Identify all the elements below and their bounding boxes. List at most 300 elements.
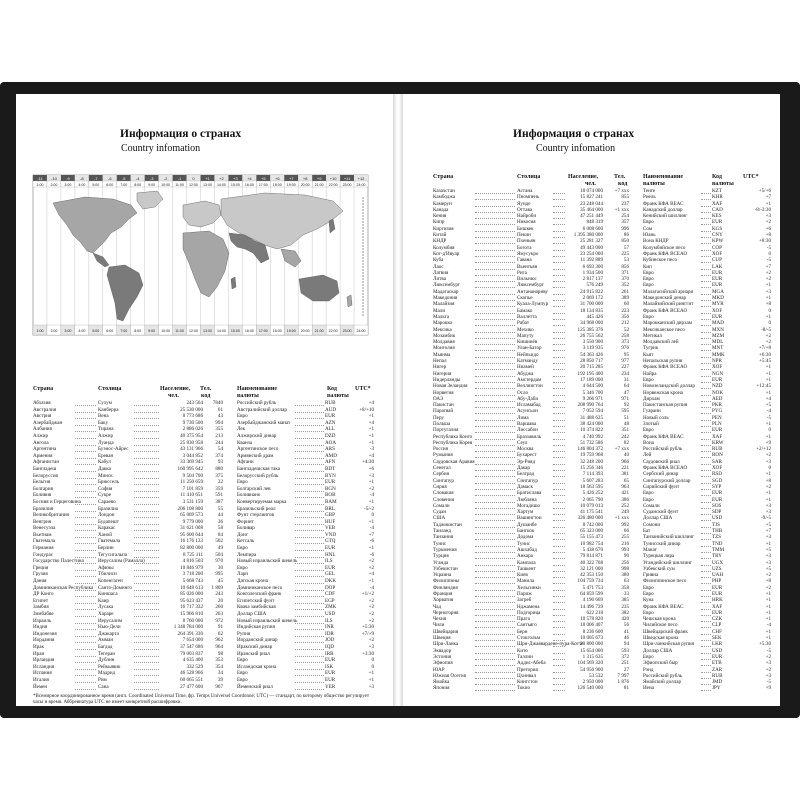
currency-cell: Ямайский доллар xyxy=(643,679,681,686)
utc-cell: +9 xyxy=(765,439,771,446)
capital-cell: Дакка xyxy=(98,465,111,472)
country-cell: ДР Конго xyxy=(33,591,54,598)
utc-offset-label: +11 xyxy=(343,175,351,181)
code-cell: MAD xyxy=(712,320,724,327)
utc-offset-label: +2 xyxy=(219,175,224,181)
country-cell: Мали xyxy=(433,307,446,314)
capital-cell: Тбилиси xyxy=(98,571,117,578)
capital-cell: Афины xyxy=(98,564,114,571)
utc-cell: +1 xyxy=(765,609,771,616)
utc-cell: +2 xyxy=(765,584,771,591)
phone-cell: 850 xyxy=(621,238,629,245)
phone-cell: 7840 xyxy=(212,400,223,406)
population-cell: 54 956 900 xyxy=(580,666,603,673)
utc-cell: +1 xyxy=(765,496,771,503)
capital-cell: Брюссель xyxy=(98,479,119,486)
utc-cell: +6 xyxy=(765,225,771,232)
population-cell: 4 816 503 xyxy=(182,558,203,565)
capital-cell: Нейпьидо xyxy=(517,351,539,358)
country-cell: Исландия xyxy=(33,663,55,670)
utc-cell: +12:45 xyxy=(756,383,771,390)
capital-cell: Исламабад xyxy=(517,402,541,409)
left-header-currency-2: валюты xyxy=(237,393,259,399)
currency-cell: Швейцарский франк xyxy=(643,628,688,635)
currency-cell: Кетсаль xyxy=(237,538,255,545)
code-cell: SOS xyxy=(712,502,722,509)
table-row xyxy=(33,400,375,407)
new-zealand-shape xyxy=(347,295,352,307)
capital-cell: Иерусалим (Рамалла) xyxy=(98,558,145,565)
currency-cell: Алжирский динар xyxy=(237,432,277,439)
country-cell: Абхазия xyxy=(33,400,51,406)
currency-cell: Бат xyxy=(643,528,651,535)
code-cell: VEB xyxy=(325,525,336,532)
phone-cell: 225 xyxy=(621,250,629,257)
table-row xyxy=(33,532,375,539)
zone-time-label: 15:00 xyxy=(230,182,240,187)
capital-cell: Додома xyxy=(517,534,534,541)
phone-cell: 94 xyxy=(623,641,629,648)
currency-cell: Норвежская крона xyxy=(643,389,683,396)
utc-cell: -4 xyxy=(369,492,374,499)
utc-cell: +3 xyxy=(765,288,771,295)
population-cell: 10 079 013 xyxy=(580,502,603,509)
country-cell: Гондурас xyxy=(33,551,53,558)
table-row xyxy=(33,585,375,592)
population-cell: 25 530 000 xyxy=(180,406,203,413)
currency-cell: Сом xyxy=(643,225,653,232)
phone-cell: 61 xyxy=(217,406,223,413)
code-cell: TMM xyxy=(712,546,725,553)
country-cell: Марокко xyxy=(433,320,453,327)
currency-cell: Доллар США xyxy=(237,611,267,617)
population-cell: 7 101 859 xyxy=(182,485,203,492)
country-cell: Армения xyxy=(33,452,53,459)
code-cell: PEN xyxy=(712,414,722,421)
country-cell: Австралия xyxy=(33,406,57,413)
population-cell: 5 438 670 xyxy=(582,546,603,553)
phone-cell: 354 xyxy=(215,663,223,670)
code-cell: MYR xyxy=(712,301,724,308)
phone-cell: 374 xyxy=(215,452,223,459)
utc-cell: -4 xyxy=(766,622,771,629)
capital-cell: Браззавиль xyxy=(517,433,542,440)
country-cell: Норвегия xyxy=(433,389,454,396)
currency-cell: Евро xyxy=(643,609,654,616)
country-cell: Тунис xyxy=(433,540,447,547)
phone-cell: 90 xyxy=(623,553,629,560)
code-cell: BGN xyxy=(325,485,336,492)
code-cell: GBP xyxy=(325,512,335,519)
population-cell: 15 827 241 xyxy=(580,194,603,201)
utc-offset-label: 0 xyxy=(192,175,195,181)
country-cell: Саудовская Аравия xyxy=(433,458,475,465)
utc-cell: 0 xyxy=(768,307,771,314)
phone-cell: 254 xyxy=(621,213,629,220)
population-cell: 34 968 000 xyxy=(580,320,603,327)
capital-cell: Асунсьон xyxy=(517,408,538,415)
capital-cell: Астана xyxy=(517,188,533,194)
phone-cell: 41 xyxy=(623,628,629,635)
utc-cell: +1 xyxy=(765,597,771,604)
country-cell: Мексика xyxy=(433,326,452,333)
population-cell: 20 715 285 xyxy=(580,364,603,371)
utc-offset-label: +9 xyxy=(316,175,322,181)
capital-cell: Ямусукро xyxy=(517,250,539,257)
country-cell: Македония xyxy=(433,295,458,302)
population-cell: 1 315 635 xyxy=(582,653,603,660)
currency-cell: Конголезский франк xyxy=(237,591,282,598)
currency-cell: Евро xyxy=(643,269,654,276)
capital-cell: Минск xyxy=(98,472,113,479)
currency-cell: Кенийский шиллинг xyxy=(643,213,688,220)
population-cell: 60 665 551 xyxy=(180,676,203,683)
capital-cell: Будапешт xyxy=(98,518,119,525)
phone-cell: 43 xyxy=(217,413,223,420)
population-cell: 33 369 945 xyxy=(180,459,203,466)
capital-cell: Тегеран xyxy=(98,650,115,657)
country-cell: Гватемала xyxy=(33,538,56,545)
population-cell: 95 600 644 xyxy=(180,531,203,538)
capital-cell: Ханой xyxy=(98,531,112,538)
code-cell: EUR xyxy=(712,282,723,289)
utc-cell: -8/-3:30 xyxy=(754,206,771,213)
phone-cell: 244 xyxy=(215,439,223,446)
country-cell: Франция xyxy=(433,591,453,597)
utc-cell: +1 xyxy=(765,603,771,610)
code-cell: GTQ xyxy=(325,538,336,545)
phone-cell: 963 xyxy=(621,483,629,490)
code-cell: PKR xyxy=(712,402,722,409)
utc-cell: +2 xyxy=(368,485,374,492)
utc-cell: +4 xyxy=(368,419,374,426)
currency-cell: Турецкая лира xyxy=(643,553,675,560)
phone-cell: 40 xyxy=(623,452,629,459)
currency-cell: Российский рубль xyxy=(643,446,683,453)
utc-cell: +2 xyxy=(765,483,771,490)
table-row xyxy=(33,677,375,684)
table-row xyxy=(33,552,375,559)
currency-cell: Аргентинское песо xyxy=(237,446,279,453)
capital-cell: Алжир xyxy=(98,432,114,439)
left-country-table xyxy=(33,400,375,692)
utc-cell: +2 xyxy=(765,269,771,276)
currency-cell: Чилийское песо xyxy=(643,622,678,629)
population-cell: 5 607 283 xyxy=(582,477,603,484)
currency-cell: Белорусский рубль xyxy=(237,472,279,479)
phone-cell: 1 876 xyxy=(617,679,629,686)
code-cell: XOF xyxy=(712,364,723,371)
country-cell: Эстония xyxy=(433,653,452,660)
utc-offset-label: +8 xyxy=(302,175,308,181)
utc-cell: -9/-5 xyxy=(761,515,771,522)
currency-cell: Евро xyxy=(237,670,248,677)
zone-time-label: 20:00 xyxy=(300,329,310,333)
currency-cell: Новый израильский шекель xyxy=(237,558,298,565)
utc-cell: -8/-5 xyxy=(761,326,771,333)
phone-cell: 976 xyxy=(621,345,629,352)
currency-cell: Евро xyxy=(643,490,654,497)
code-cell: AMD xyxy=(325,452,337,459)
population-cell: 18 074 000 xyxy=(580,188,603,194)
currency-cell: Чешская крона xyxy=(643,616,676,623)
phone-cell: 502 xyxy=(215,538,223,545)
currency-cell: Манат xyxy=(643,546,657,553)
population-cell: 206 108 800 xyxy=(177,505,203,512)
country-cell: Таджикистан xyxy=(433,521,462,528)
zone-time-label: 20:00 xyxy=(300,182,310,187)
code-cell: COP xyxy=(712,244,722,251)
right-header-currency-2: валюты xyxy=(643,181,665,187)
code-cell: KHR xyxy=(712,194,723,201)
country-cell: Германия xyxy=(33,545,54,552)
phone-cell: 31 xyxy=(623,376,629,383)
currency-cell: Дирхам xyxy=(643,395,660,402)
code-cell: AFN xyxy=(325,459,336,466)
phone-cell: 382 xyxy=(621,609,629,616)
zone-time-label: 21:00 xyxy=(314,182,324,187)
currency-cell: Метикал xyxy=(643,332,662,339)
capital-cell: Лусака xyxy=(98,604,114,611)
code-cell: ZMK xyxy=(325,604,337,611)
country-cell: Китай xyxy=(433,232,447,239)
phone-cell: 98 xyxy=(217,650,223,657)
currency-cell: Риель xyxy=(643,194,656,201)
country-cell: Россия xyxy=(433,446,448,453)
phone-cell: 351 xyxy=(621,427,629,434)
currency-cell: Квача замбийская xyxy=(237,604,276,611)
utc-cell: +3 xyxy=(765,502,771,509)
phone-cell: 223 xyxy=(621,307,629,314)
population-cell: 3 550 900 xyxy=(582,339,603,346)
utc-offset-label: -4 xyxy=(135,175,140,181)
population-cell: 146 804 372 xyxy=(577,446,603,453)
capital-cell: Антананариву xyxy=(517,288,548,295)
capital-cell: Копенгаген xyxy=(98,578,123,585)
code-cell: TZS xyxy=(712,534,722,541)
capital-cell: Сана xyxy=(98,683,109,690)
utc-cell: +1 xyxy=(368,413,374,420)
code-cell: HUF xyxy=(325,518,336,525)
country-cell: Польша xyxy=(433,420,451,427)
capital-cell: Бамако xyxy=(517,307,533,314)
code-cell: RUB xyxy=(712,446,723,453)
utc-cell: +8 xyxy=(765,301,771,308)
country-cell: Индия xyxy=(33,624,48,631)
code-cell: EUR xyxy=(712,313,723,320)
utc-cell: +1 xyxy=(765,376,771,383)
population-cell: 3 718 200 xyxy=(182,571,203,578)
population-cell: 445 426 xyxy=(586,313,603,320)
country-cell: Египет xyxy=(33,597,49,604)
phone-cell: 595 xyxy=(621,408,629,415)
utc-cell: +7 xyxy=(765,194,771,201)
zone-time-label: 10:00 xyxy=(161,182,171,187)
country-cell: Ямайка xyxy=(433,679,450,686)
country-cell: Камерун xyxy=(433,200,452,207)
country-cell: Венесуэла xyxy=(33,525,56,532)
table-row xyxy=(433,685,773,691)
currency-cell: Евро xyxy=(237,413,248,420)
utc-cell: +3 xyxy=(765,534,771,541)
zone-time-label: 2:00 xyxy=(50,329,58,333)
currency-cell: Новый израильский шекель xyxy=(237,617,298,624)
phone-cell: 370 xyxy=(621,276,629,283)
currency-cell: Лек xyxy=(237,426,246,433)
currency-cell: Египетский фунт xyxy=(237,597,275,604)
population-cell: 43 131 966 xyxy=(180,446,203,453)
code-cell: EUR xyxy=(712,490,723,497)
table-row xyxy=(33,459,375,466)
utc-offset-label: -2 xyxy=(163,175,168,181)
code-cell: PYG xyxy=(712,408,723,415)
utc-cell: +5:30 xyxy=(759,641,771,648)
phone-cell: 57 xyxy=(623,244,629,251)
currency-cell: Афгани xyxy=(237,459,254,466)
currency-cell: Танзанийский шиллинг xyxy=(643,534,695,541)
time-zone-world-map xyxy=(33,175,368,335)
currency-cell: Франк КФА ВСЕАО xyxy=(643,364,688,371)
capital-cell: Любляна xyxy=(517,496,537,503)
phone-cell: 234 xyxy=(621,370,629,377)
currency-cell: Конвертируемая марка xyxy=(237,498,287,505)
table-row xyxy=(33,407,375,414)
utc-cell: +3 xyxy=(765,509,771,516)
phone-cell: 82 xyxy=(623,439,629,446)
phone-cell: 33 xyxy=(623,591,629,597)
zone-time-label: 14:00 xyxy=(216,182,226,187)
country-cell: Мальта xyxy=(433,313,450,320)
phone-cell: 66 xyxy=(623,528,629,535)
phone-cell: 371 xyxy=(621,269,629,276)
phone-cell: 7 997 xyxy=(617,672,629,679)
table-row xyxy=(33,525,375,532)
capital-cell: София xyxy=(98,485,113,492)
utc-cell: +2 xyxy=(765,452,771,459)
population-cell: 53 532 xyxy=(588,672,603,679)
utc-cell: +1 xyxy=(765,364,771,371)
currency-cell: Филиппинское песо xyxy=(643,578,687,585)
country-cell: Израиль xyxy=(33,617,52,624)
table-row xyxy=(33,420,375,427)
currency-cell: Доллар США xyxy=(643,515,673,522)
utc-cell: +4 xyxy=(765,395,771,402)
code-cell: RUB xyxy=(325,400,336,406)
utc-cell: +5:30 xyxy=(362,624,374,631)
country-cell: Иран xyxy=(33,650,45,657)
phone-cell: +7 ххх xyxy=(614,446,629,453)
phone-cell: 242 xyxy=(621,433,629,440)
capital-cell: Хартум xyxy=(517,509,534,516)
currency-cell: Евро xyxy=(643,591,654,597)
phone-cell: 972 xyxy=(215,617,223,624)
zone-time-label: 23:00 xyxy=(342,329,352,333)
code-cell: CAD xyxy=(712,206,723,213)
code-cell: BOB xyxy=(325,492,336,499)
currency-cell: Евро xyxy=(643,282,654,289)
code-cell: LAK xyxy=(712,263,723,270)
country-cell: Бангладеш xyxy=(33,465,57,472)
country-cell: Пакистан xyxy=(433,402,454,409)
zone-time-label: 19:00 xyxy=(286,329,296,333)
country-cell: Финляндия xyxy=(433,584,458,591)
population-cell: 38 424 000 xyxy=(580,420,603,427)
utc-cell: +1 xyxy=(368,479,374,486)
country-cell: Алжир xyxy=(33,432,49,439)
code-cell: VND xyxy=(325,531,337,538)
utc-offset-label: +7 xyxy=(288,175,294,181)
phone-cell: 46 xyxy=(623,635,629,642)
capital-cell: Тирана xyxy=(98,426,114,433)
capital-cell: Яунде xyxy=(517,200,531,207)
population-cell: 8 773 686 xyxy=(182,413,203,420)
capital-cell: Токио xyxy=(517,685,531,692)
capital-cell: Иерусалим xyxy=(98,617,123,624)
currency-cell: Новозеландский доллар xyxy=(643,383,695,390)
population-cell: 9 779 000 xyxy=(182,518,203,525)
country-cell: Люксембург xyxy=(433,282,460,289)
code-cell: EUR xyxy=(325,479,336,486)
population-cell: 17 189 000 xyxy=(580,376,603,383)
capital-cell: Прага xyxy=(517,616,530,623)
capital-cell: Санто-Доминго xyxy=(98,584,132,591)
utc-cell: +7 xyxy=(368,531,374,538)
capital-cell: Каракас xyxy=(98,525,116,532)
phone-cell: 856 xyxy=(621,263,629,270)
population-cell: 20 800 000 xyxy=(580,641,603,648)
population-cell: 35 464 000 xyxy=(580,206,603,213)
country-cell: Сербия xyxy=(433,471,449,478)
currency-cell: Кубинское песо xyxy=(643,257,678,264)
phone-cell: 385 xyxy=(621,597,629,604)
currency-cell: Франк КФА ВЕАС xyxy=(643,603,684,610)
capital-cell: Вашингтон xyxy=(517,515,542,522)
country-cell: Босния и Герцеговина xyxy=(33,498,81,505)
currency-cell: Малайзийский ринггит xyxy=(643,301,694,308)
country-cell: Казахстан xyxy=(433,188,455,194)
code-cell: IQD xyxy=(325,643,335,650)
population-cell: 15 654 000 xyxy=(580,647,603,654)
code-cell: IDR xyxy=(325,630,334,637)
population-cell: 576 249 xyxy=(586,282,603,289)
phone-cell: 591 xyxy=(215,492,223,499)
phone-cell: 32 xyxy=(217,479,223,486)
country-cell: Непал xyxy=(433,358,447,365)
utc-cell: -5 xyxy=(766,257,771,264)
population-cell: 49 443 000 xyxy=(580,244,603,251)
capital-cell: Кишинёв xyxy=(517,339,538,346)
utc-cell: +5 xyxy=(765,546,771,553)
population-cell: 2 069 172 xyxy=(582,295,603,302)
capital-cell: Куала-Лумпур xyxy=(517,301,549,308)
country-cell: Швеция xyxy=(433,635,451,642)
capital-cell: Скопье xyxy=(517,295,533,302)
zone-time-label: 4:00 xyxy=(78,329,86,333)
population-cell: 11 410 651 xyxy=(180,492,203,499)
population-cell: 2 886 026 xyxy=(182,426,203,433)
currency-cell: Исландская крона xyxy=(237,663,277,670)
zone-time-label: 17:00 xyxy=(258,182,268,187)
code-cell: BAM xyxy=(325,498,337,505)
currency-cell: Вона xyxy=(643,439,654,446)
utc-cell: +5:45 xyxy=(759,358,771,365)
right-header-country: Страна xyxy=(433,174,454,180)
country-cell: Нигер xyxy=(433,364,447,371)
population-cell: 1 348 784 000 xyxy=(173,624,203,631)
population-cell: 9 730 500 xyxy=(182,419,203,426)
currency-cell: Армянский драм xyxy=(237,452,274,459)
capital-cell: Дакар xyxy=(517,465,530,472)
